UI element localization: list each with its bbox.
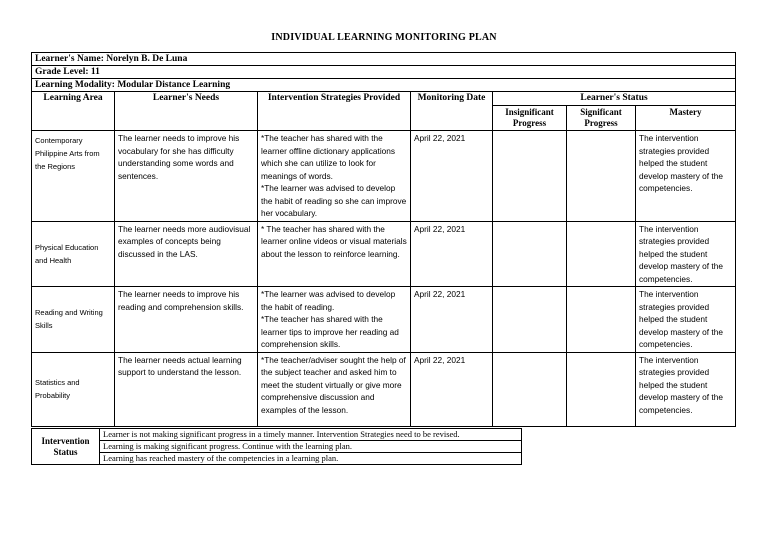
header-status: Learner's Status [493, 92, 736, 106]
table-row [32, 352, 736, 426]
strategies-cell: *The teacher/adviser sought the help of the subject teacher and asked him to meet the student virtually or give more comprehensive discussion and examples of the lesson. [258, 352, 411, 426]
header-insignificant: Insignificant Progress [493, 106, 567, 131]
needs-cell: The learner needs to improve his reading and comprehension skills. [115, 287, 258, 353]
learning-area-cell: Physical Education and Health [32, 221, 115, 287]
table-row [32, 287, 736, 353]
date-cell: April 22, 2021 [411, 352, 493, 426]
strategies-cell: * The teacher has shared with the learner online videos or visual materials about the lesson to reinforce learning. [258, 221, 411, 287]
learning-modality: Learning Modality: Modular Distance Learning [32, 79, 736, 92]
header-date: Monitoring Date [411, 92, 493, 131]
needs-cell: The learner needs actual learning support to understand the lesson. [115, 352, 258, 426]
learning-area-cell: Statistics and Probability [32, 352, 115, 426]
legend-item: Learner is not making significant progress in a timely manner. Intervention Strategies need to be revised. [100, 429, 522, 441]
monitoring-table [31, 52, 736, 427]
date-cell: April 22, 2021 [411, 287, 493, 353]
insignificant-cell [493, 221, 567, 287]
significant-cell [567, 287, 636, 353]
mastery-cell: The intervention strategies provided helped the student develop mastery of the competencies. [636, 221, 736, 287]
learning-area-cell: Reading and Writing Skills [32, 287, 115, 353]
grade-level: Grade Level: 11 [32, 66, 736, 79]
mastery-cell: The intervention strategies provided helped the student develop mastery of the competencies. [636, 352, 736, 426]
insignificant-cell [493, 131, 567, 222]
significant-cell [567, 131, 636, 222]
header-strategies: Intervention Strategies Provided [258, 92, 411, 131]
insignificant-cell [493, 287, 567, 353]
date-cell: April 22, 2021 [411, 221, 493, 287]
insignificant-cell [493, 352, 567, 426]
header-needs: Learner's Needs [115, 92, 258, 131]
legend-label: Intervention Status [32, 429, 100, 465]
needs-cell: The learner needs more audiovisual examples of concepts being discussed in the LAS. [115, 221, 258, 287]
needs-cell: The learner needs to improve his vocabulary for she has difficulty understanding some words and sentences. [115, 131, 258, 222]
significant-cell [567, 352, 636, 426]
legend-item: Learning has reached mastery of the competencies in a learning plan. [100, 453, 522, 465]
mastery-cell: The intervention strategies provided helped the student develop mastery of the competencies. [636, 287, 736, 353]
learner-name: Learner's Name: Norelyn B. De Luna [32, 53, 736, 66]
strategies-cell: *The teacher has shared with the learner offline dictionary applications which she can utilize to look for meanings of words. *The learner was advised to develop the habit of reading so she can improve her vocabulary. [258, 131, 411, 222]
mastery-cell: The intervention strategies provided helped the student develop mastery of the competencies. [636, 131, 736, 222]
header-significant: Significant Progress [567, 106, 636, 131]
significant-cell [567, 221, 636, 287]
header-learning-area: Learning Area [32, 92, 115, 131]
learning-area-cell: Contemporary Philippine Arts from the Regions [32, 131, 115, 222]
header-mastery: Mastery [636, 106, 736, 131]
date-cell: April 22, 2021 [411, 131, 493, 222]
strategies-cell: *The learner was advised to develop the habit of reading. *The teacher has shared with the learner tips to improve her reading ad comprehension skills. [258, 287, 411, 353]
page-title: INDIVIDUAL LEARNING MONITORING PLAN [271, 32, 497, 43]
table-row [32, 221, 736, 287]
legend-item: Learning is making significant progress. Continue with the learning plan. [100, 441, 522, 453]
table-row [32, 131, 736, 222]
intervention-status-legend [31, 428, 522, 465]
